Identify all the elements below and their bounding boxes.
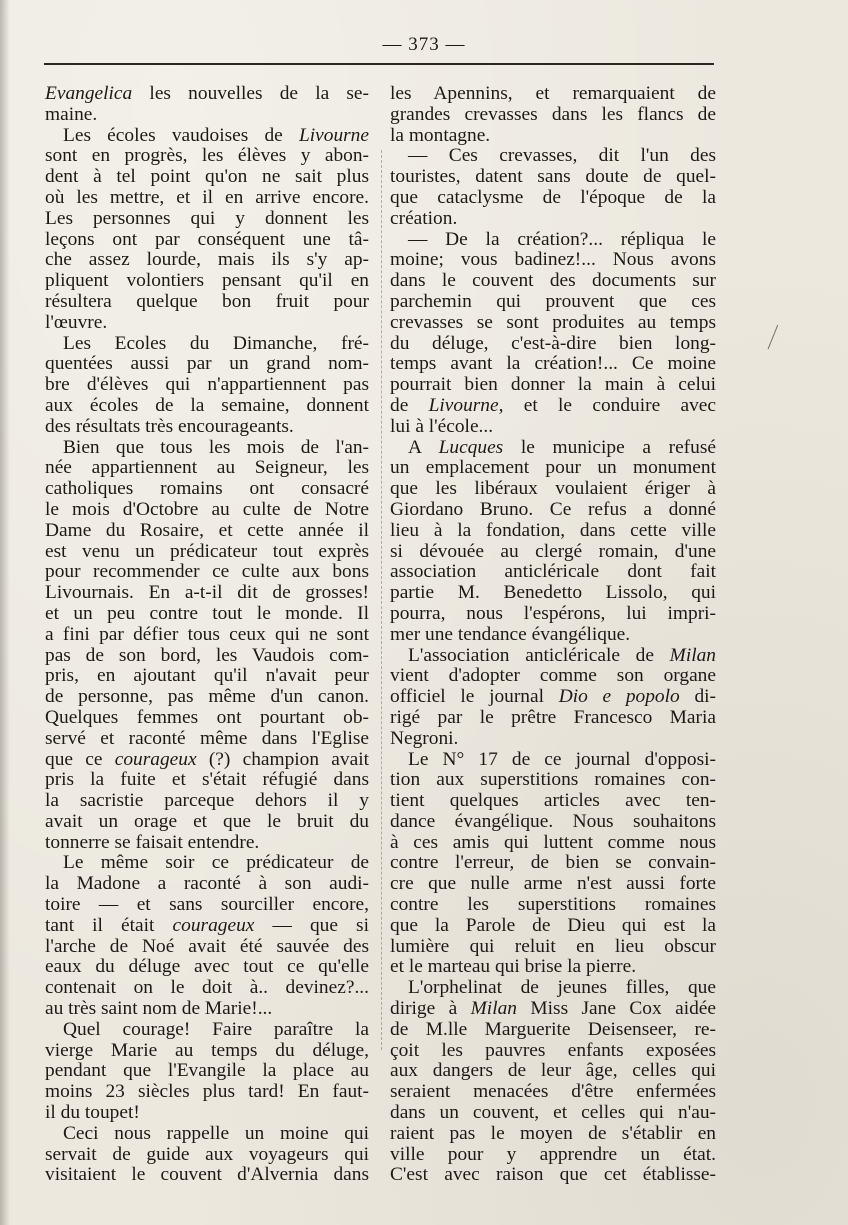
text-line: Bien que tous les mois de l'an- bbox=[63, 436, 369, 458]
text-line: vient d'adopter comme son organe bbox=[390, 665, 716, 687]
text-line: Quelques femmes ont pourtant ob- bbox=[45, 706, 369, 728]
text-line: Le N° 17 de ce journal d'opposi- bbox=[408, 748, 716, 770]
text-line: L'association anticléricale de Milan bbox=[408, 644, 716, 666]
text-line: officiel le journal Dio e popolo di- bbox=[390, 686, 716, 708]
text-line: çoit les pauvres enfants exposées bbox=[390, 1039, 716, 1061]
text-line: vierge Marie au temps du déluge, bbox=[45, 1039, 369, 1061]
text-line: avait un orage et que le bruit du bbox=[45, 810, 369, 832]
text-line: cre que nulle arme n'est aussi forte bbox=[390, 873, 716, 895]
text-line: que les libéraux voulaient ériger à bbox=[390, 478, 716, 500]
text-line: bre d'élèves qui n'appartiennent pas bbox=[45, 374, 369, 396]
text-line: — Ces crevasses, dit l'un des bbox=[408, 145, 716, 167]
text-line: — De la création?... répliqua le bbox=[408, 228, 716, 250]
text-line: C'est avec raison que cet établisse- bbox=[390, 1164, 716, 1186]
text-line: les Apennins, et remarquaient de bbox=[390, 83, 716, 104]
text-line: raient pas le moyen de s'établir en bbox=[390, 1122, 716, 1144]
text-line: Evangelica les nouvelles de la se- bbox=[45, 83, 369, 104]
text-line: che assez lourde, mais ils s'y ap- bbox=[45, 249, 369, 271]
page-edge-shadow bbox=[0, 0, 10, 1225]
text-line: et un peu contre tout le monde. Il bbox=[45, 602, 369, 624]
text-line: un emplacement pour un monument bbox=[390, 457, 716, 479]
text-line: de personne, pas même d'un canon. bbox=[45, 686, 369, 708]
text-line: lui à l'école... bbox=[390, 415, 494, 437]
text-line: visitaient le couvent d'Alvernia dans bbox=[45, 1164, 369, 1186]
italic-term: Evangelica bbox=[45, 83, 133, 104]
text-line: le mois d'Octobre au culte de Notre bbox=[45, 498, 369, 520]
text-line: pris, en ajoutant qu'il n'avait peur bbox=[45, 665, 369, 687]
text-line: création. bbox=[390, 207, 458, 229]
text-line: des résultats très encourageants. bbox=[45, 415, 294, 437]
text-line: leçons ont par conséquent une tâ- bbox=[45, 228, 369, 250]
text-line: pendant que l'Evangile la place au bbox=[45, 1060, 369, 1082]
text-line: catholiques romains ont consacré bbox=[45, 478, 369, 500]
text-line: la Madone a raconté à son audi- bbox=[45, 873, 369, 895]
text-line: aux dangers de leur âge, celles qui bbox=[390, 1060, 716, 1082]
text-line: résultera quelque bon fruit pour bbox=[45, 290, 369, 312]
text-line: association anticléricale dont fait bbox=[390, 561, 716, 583]
text-line: grandes crevasses dans les flancs de bbox=[390, 103, 716, 125]
text-line: du déluge, c'est-à-dire bien long- bbox=[390, 332, 716, 354]
text-line: A Lucques le municipe a refusé bbox=[408, 436, 716, 458]
text-line: dans un couvent, et celles qui n'au- bbox=[390, 1102, 716, 1124]
text-line: maine. bbox=[45, 103, 98, 125]
italic-term: Dio e popolo bbox=[558, 686, 680, 708]
text-line: Le même soir ce prédicateur de bbox=[63, 852, 369, 874]
text-line: contenait on le doit à.. devinez?... bbox=[45, 977, 369, 999]
text-line: est venu un prédicateur tout exprès bbox=[45, 540, 369, 562]
text-line: tonnerre se faisait entendre. bbox=[45, 831, 260, 853]
header-rule bbox=[44, 63, 714, 65]
text-line: la montagne. bbox=[390, 124, 491, 146]
text-line: servait de guide aux voyageurs qui bbox=[45, 1143, 369, 1165]
text-line: pas de son bord, les Vaudois com- bbox=[45, 644, 369, 666]
text-line: contre l'erreur, de bien se convain- bbox=[390, 852, 716, 874]
text-line: Negroni. bbox=[390, 727, 459, 749]
text-line: de Livourne, et le conduire avec bbox=[390, 394, 716, 416]
text-line: de M.lle Marguerite Deisenseer, re- bbox=[390, 1018, 716, 1040]
text-line: née appartiennent au Seigneur, les bbox=[45, 457, 369, 479]
italic-term: Livourne bbox=[298, 124, 369, 146]
italic-term: Livourne bbox=[428, 394, 499, 416]
italic-term: courageux bbox=[172, 914, 255, 936]
text-line: aux écoles de la semaine, donnent bbox=[45, 394, 369, 416]
italic-term: Milan bbox=[470, 998, 517, 1020]
text-line: que cataclysme de l'époque de la bbox=[390, 186, 716, 208]
text-line: si dévouée au clergé romain, d'une bbox=[390, 540, 716, 562]
page-number: — 373 — bbox=[382, 34, 466, 55]
text-line: pourra, nous l'espérons, lui impri- bbox=[390, 602, 716, 624]
text-line: pliquent volontiers pensant qu'il en bbox=[45, 270, 369, 292]
text-line: l'œuvre. bbox=[45, 311, 108, 333]
text-line: rigé par le prêtre Francesco Maria bbox=[390, 706, 716, 728]
text-line: partie M. Benedetto Lissolo, qui bbox=[390, 582, 716, 604]
text-line: dans le couvent des documents sur bbox=[390, 270, 716, 292]
margin-mark bbox=[768, 325, 788, 353]
text-line: sont en progrès, les élèves y abon- bbox=[45, 145, 369, 167]
text-line: tion aux superstitions romaines con- bbox=[390, 769, 716, 791]
text-line: au très saint nom de Marie!... bbox=[45, 998, 273, 1020]
text-line: Quel courage! Faire paraître la bbox=[63, 1018, 369, 1040]
text-line: Ceci nous rappelle un moine qui bbox=[63, 1122, 369, 1144]
italic-term: courageux bbox=[114, 748, 197, 770]
text-line: que ce courageux (?) champion avait bbox=[45, 748, 369, 770]
text-line: dance évangélique. Nous souhaitons bbox=[390, 810, 716, 832]
italic-term: Lucques bbox=[438, 436, 504, 458]
text-line: l'arche de Noé avait été sauvée des bbox=[45, 935, 369, 957]
text-line: ville pour y apprendre un état. bbox=[390, 1143, 716, 1165]
text-line: et le marteau qui brise la pierre. bbox=[390, 956, 637, 978]
text-line: tient quelques articles avec ten- bbox=[390, 790, 716, 812]
text-line: Les écoles vaudoises de Livourne bbox=[63, 124, 369, 146]
text-line: pourrait bien donner la main à celui bbox=[390, 374, 716, 396]
text-line: Giordano Bruno. Ce refus a donné bbox=[390, 498, 716, 520]
right-column bbox=[390, 84, 716, 1186]
text-line: pris la fuite et s'était réfugié dans bbox=[45, 769, 369, 791]
text-line: eaux du déluge avec tout ce qu'elle bbox=[45, 956, 369, 978]
text-line: lieu à la fondation, dans cette ville bbox=[390, 519, 716, 541]
text-line: a fini par défier tous ceux qui ne sont bbox=[45, 623, 369, 645]
text-line: tant il était courageux — que si bbox=[45, 914, 369, 936]
text-line: Les personnes qui y donnent les bbox=[45, 207, 369, 229]
text-line: toire — et sans sourciller encore, bbox=[45, 894, 369, 916]
text-line: à ces amis qui luttent comme nous bbox=[390, 831, 716, 853]
text-line: quentées aussi par un grand nom- bbox=[45, 353, 369, 375]
text-line: lumière qui reluit en lieu obscur bbox=[390, 935, 716, 957]
text-line: contre les superstitions romaines bbox=[390, 894, 716, 916]
italic-term: Milan bbox=[669, 644, 716, 666]
text-line: servé et raconté même dans l'Eglise bbox=[45, 727, 369, 749]
text-line: crevasses se sont produites au temps bbox=[390, 311, 716, 333]
text-line: moine; vous badinez!... Nous avons bbox=[390, 249, 716, 271]
column-gutter bbox=[381, 150, 382, 1050]
text-line: il du toupet! bbox=[45, 1102, 140, 1124]
text-line: mer une tendance évangélique. bbox=[390, 623, 631, 645]
text-line: dirige à Milan Miss Jane Cox aidée bbox=[390, 998, 717, 1020]
text-line: touristes, datent sans doute de quel- bbox=[390, 166, 716, 188]
text-line: pour recommender ce culte aux bons bbox=[45, 561, 369, 583]
text-line: que la Parole de Dieu qui est la bbox=[390, 914, 716, 936]
text-line: Dame du Rosaire, et cette année il bbox=[45, 519, 369, 541]
text-line: seraient menacées d'être enfermées bbox=[390, 1081, 716, 1103]
text-line: Livournais. En a-t-il dit de grosses! bbox=[45, 582, 369, 604]
text-line: où les mettre, et il en arrive encore. bbox=[45, 186, 369, 208]
text-line: Les Ecoles du Dimanche, fré- bbox=[63, 332, 369, 354]
text-line: L'orphelinat de jeunes filles, que bbox=[408, 977, 716, 999]
text-line: la sacristie parceque dehors il y bbox=[45, 790, 369, 812]
text-line: temps avant la création!... Ce moine bbox=[390, 353, 716, 375]
text-line: parchemin qui prouvent que ces bbox=[390, 290, 716, 312]
left-column bbox=[45, 84, 369, 1186]
text-line: moins 23 siècles plus tard! En faut- bbox=[45, 1081, 369, 1103]
text-line: dent à tel point qu'on ne sait plus bbox=[45, 166, 369, 188]
